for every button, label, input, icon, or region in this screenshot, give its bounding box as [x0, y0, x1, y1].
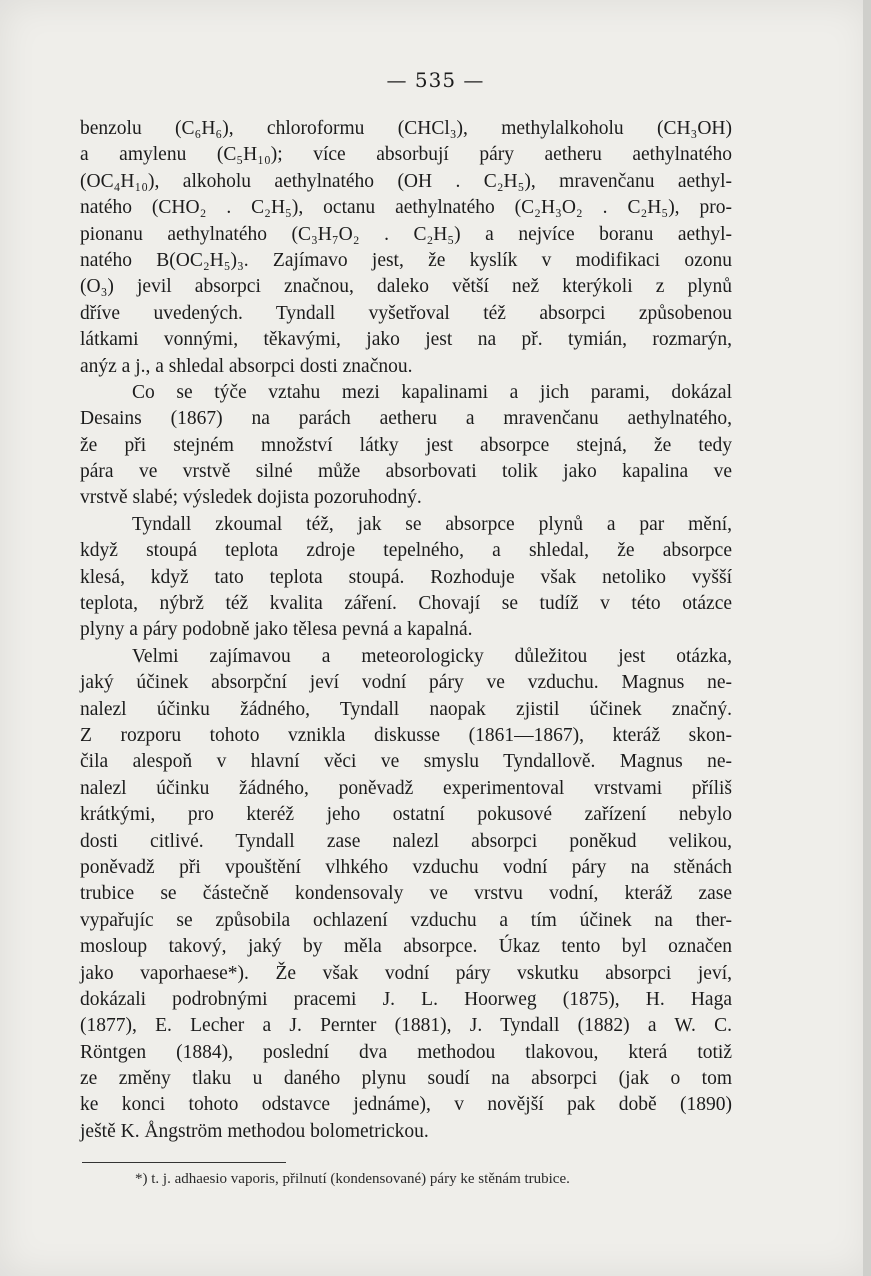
text-line: látkami vonnými, těkavými, jako jest na př. tymián, rozmarýn, — [80, 329, 732, 351]
text-line: plyny a páry podobně jako tělesa pevná a kapalná. — [80, 619, 473, 641]
text-line: pára ve vrstvě silné může absorbovati tolik jako kapalina ve — [80, 461, 732, 483]
text-line: Z rozporu tohoto vznikla diskusse (1861—1867), kteráž skon- — [80, 724, 732, 746]
body-text — [80, 116, 732, 1145]
text-line: mosloup takový, jaký by měla absorpce. Úkaz tento byl označen — [80, 936, 732, 958]
text-line: krátkými, pro kteréž jeho ostatní pokusové zařízení nebylo — [80, 804, 732, 826]
text-line: nalezl účinku žádného, poněvadž experimentoval vrstvami příliš — [80, 777, 732, 799]
text-line: že při stejném množství látky jest absorpce stejná, že tedy — [80, 434, 732, 456]
text-line: (1877), E. Lecher a J. Pernter (1881), J. Tyndall (1882) a W. C. — [80, 1015, 732, 1037]
text-line: když stoupá teplota zdroje tepelného, a shledal, že absorpce — [80, 540, 732, 562]
page-edge-shade — [863, 0, 871, 1276]
text-line: dříve uvedených. Tyndall vyšetřoval též absorpci způsobenou — [80, 302, 732, 324]
text-line: vrstvě slabé; výsledek dojista pozoruhodný. — [80, 487, 422, 509]
text-line: poněvadž při vpouštění vlhkého vzduchu vodní páry na stěnách — [80, 856, 732, 878]
text-line: benzolu (C₆H₆), chloroformu (CHCl₃), methylalkoholu (CH₃OH) — [80, 118, 732, 139]
footnote-divider — [82, 1162, 286, 1163]
text-line: vypařujíc se způsobila ochlazení vzduchu a tím účinek na ther- — [80, 909, 732, 931]
text-line: klesá, když tato teplota stoupá. Rozhoduje však netoliko vyšší — [80, 566, 732, 588]
text-line: natého B(OC₂H₅)₃. Zajímavo jest, že kyslík v modifikaci ozonu — [80, 249, 732, 271]
text-line: pionanu aethylnatého (C₃H₇O₂ . C₂H₅) a nejvíce boranu aethyl- — [80, 223, 732, 245]
text-line: dosti citlivé. Tyndall zase nalezl absorpci poněkud velikou, — [80, 830, 732, 852]
text-line: anýz a j., a shledal absorpci dosti značnou. — [80, 355, 413, 377]
text-line: ke konci tohoto odstavce jednáme), v novější pak době (1890) — [80, 1094, 732, 1116]
text-line: ještě K. Ångström methodou bolometrickou. — [80, 1120, 429, 1142]
text-line: dokázali podrobnými pracemi J. L. Hoorweg (1875), H. Haga — [80, 988, 732, 1010]
text-line: Röntgen (1884), poslední dva methodou tlakovou, která totiž — [80, 1041, 732, 1063]
page-number: — 535 — — [386, 68, 485, 92]
footnote: *) t. j. adhaesio vaporis, přilnutí (kondensované) páry ke stěnám trubice. — [135, 1171, 570, 1187]
text-line: jaký účinek absorpční jeví vodní páry ve vzduchu. Magnus ne- — [80, 672, 732, 694]
text-line: natého (CHO₂ . C₂H₅), octanu aethylnatého (C₂H₃O₂ . C₂H₅), pro- — [80, 197, 732, 219]
text-line: nalezl účinku žádného, Tyndall naopak zjistil účinek značný. — [80, 698, 732, 720]
text-line: trubice se částečně kondensovaly ve vrstvu vodní, kteráž zase — [80, 883, 732, 905]
paragraph-start-line: Velmi zajímavou a meteorologicky důležitou jest otázka, — [132, 645, 732, 667]
text-line: (O₃) jevil absorpci značnou, daleko větší než kterýkoli z plynů — [80, 276, 732, 298]
text-line: (OC₄H₁₀), alkoholu aethylnatého (OH . C₂H₅), mravenčanu aethyl- — [80, 170, 732, 192]
paragraph-start-line: Tyndall zkoumal též, jak se absorpce plynů a par mění, — [132, 513, 732, 535]
text-line: jako vaporhaese*). Že však vodní páry vskutku absorpci jeví, — [80, 962, 732, 984]
paragraph-start-line: Co se týče vztahu mezi kapalinami a jich parami, dokázal — [132, 381, 732, 403]
text-line: čila alespoň v hlavní věci ve smyslu Tyndallově. Magnus ne- — [80, 751, 732, 773]
text-line: teplota, nýbrž též kvalita záření. Chovají se tudíž v této otázce — [80, 593, 732, 615]
text-line: ze změny tlaku u daného plynu soudí na absorpci (jak o tom — [80, 1068, 732, 1090]
text-line: Desains (1867) na parách aetheru a mravenčanu aethylnatého, — [80, 408, 732, 430]
text-line: a amylenu (C₅H₁₀); více absorbují páry aetheru aethylnatého — [80, 144, 732, 166]
